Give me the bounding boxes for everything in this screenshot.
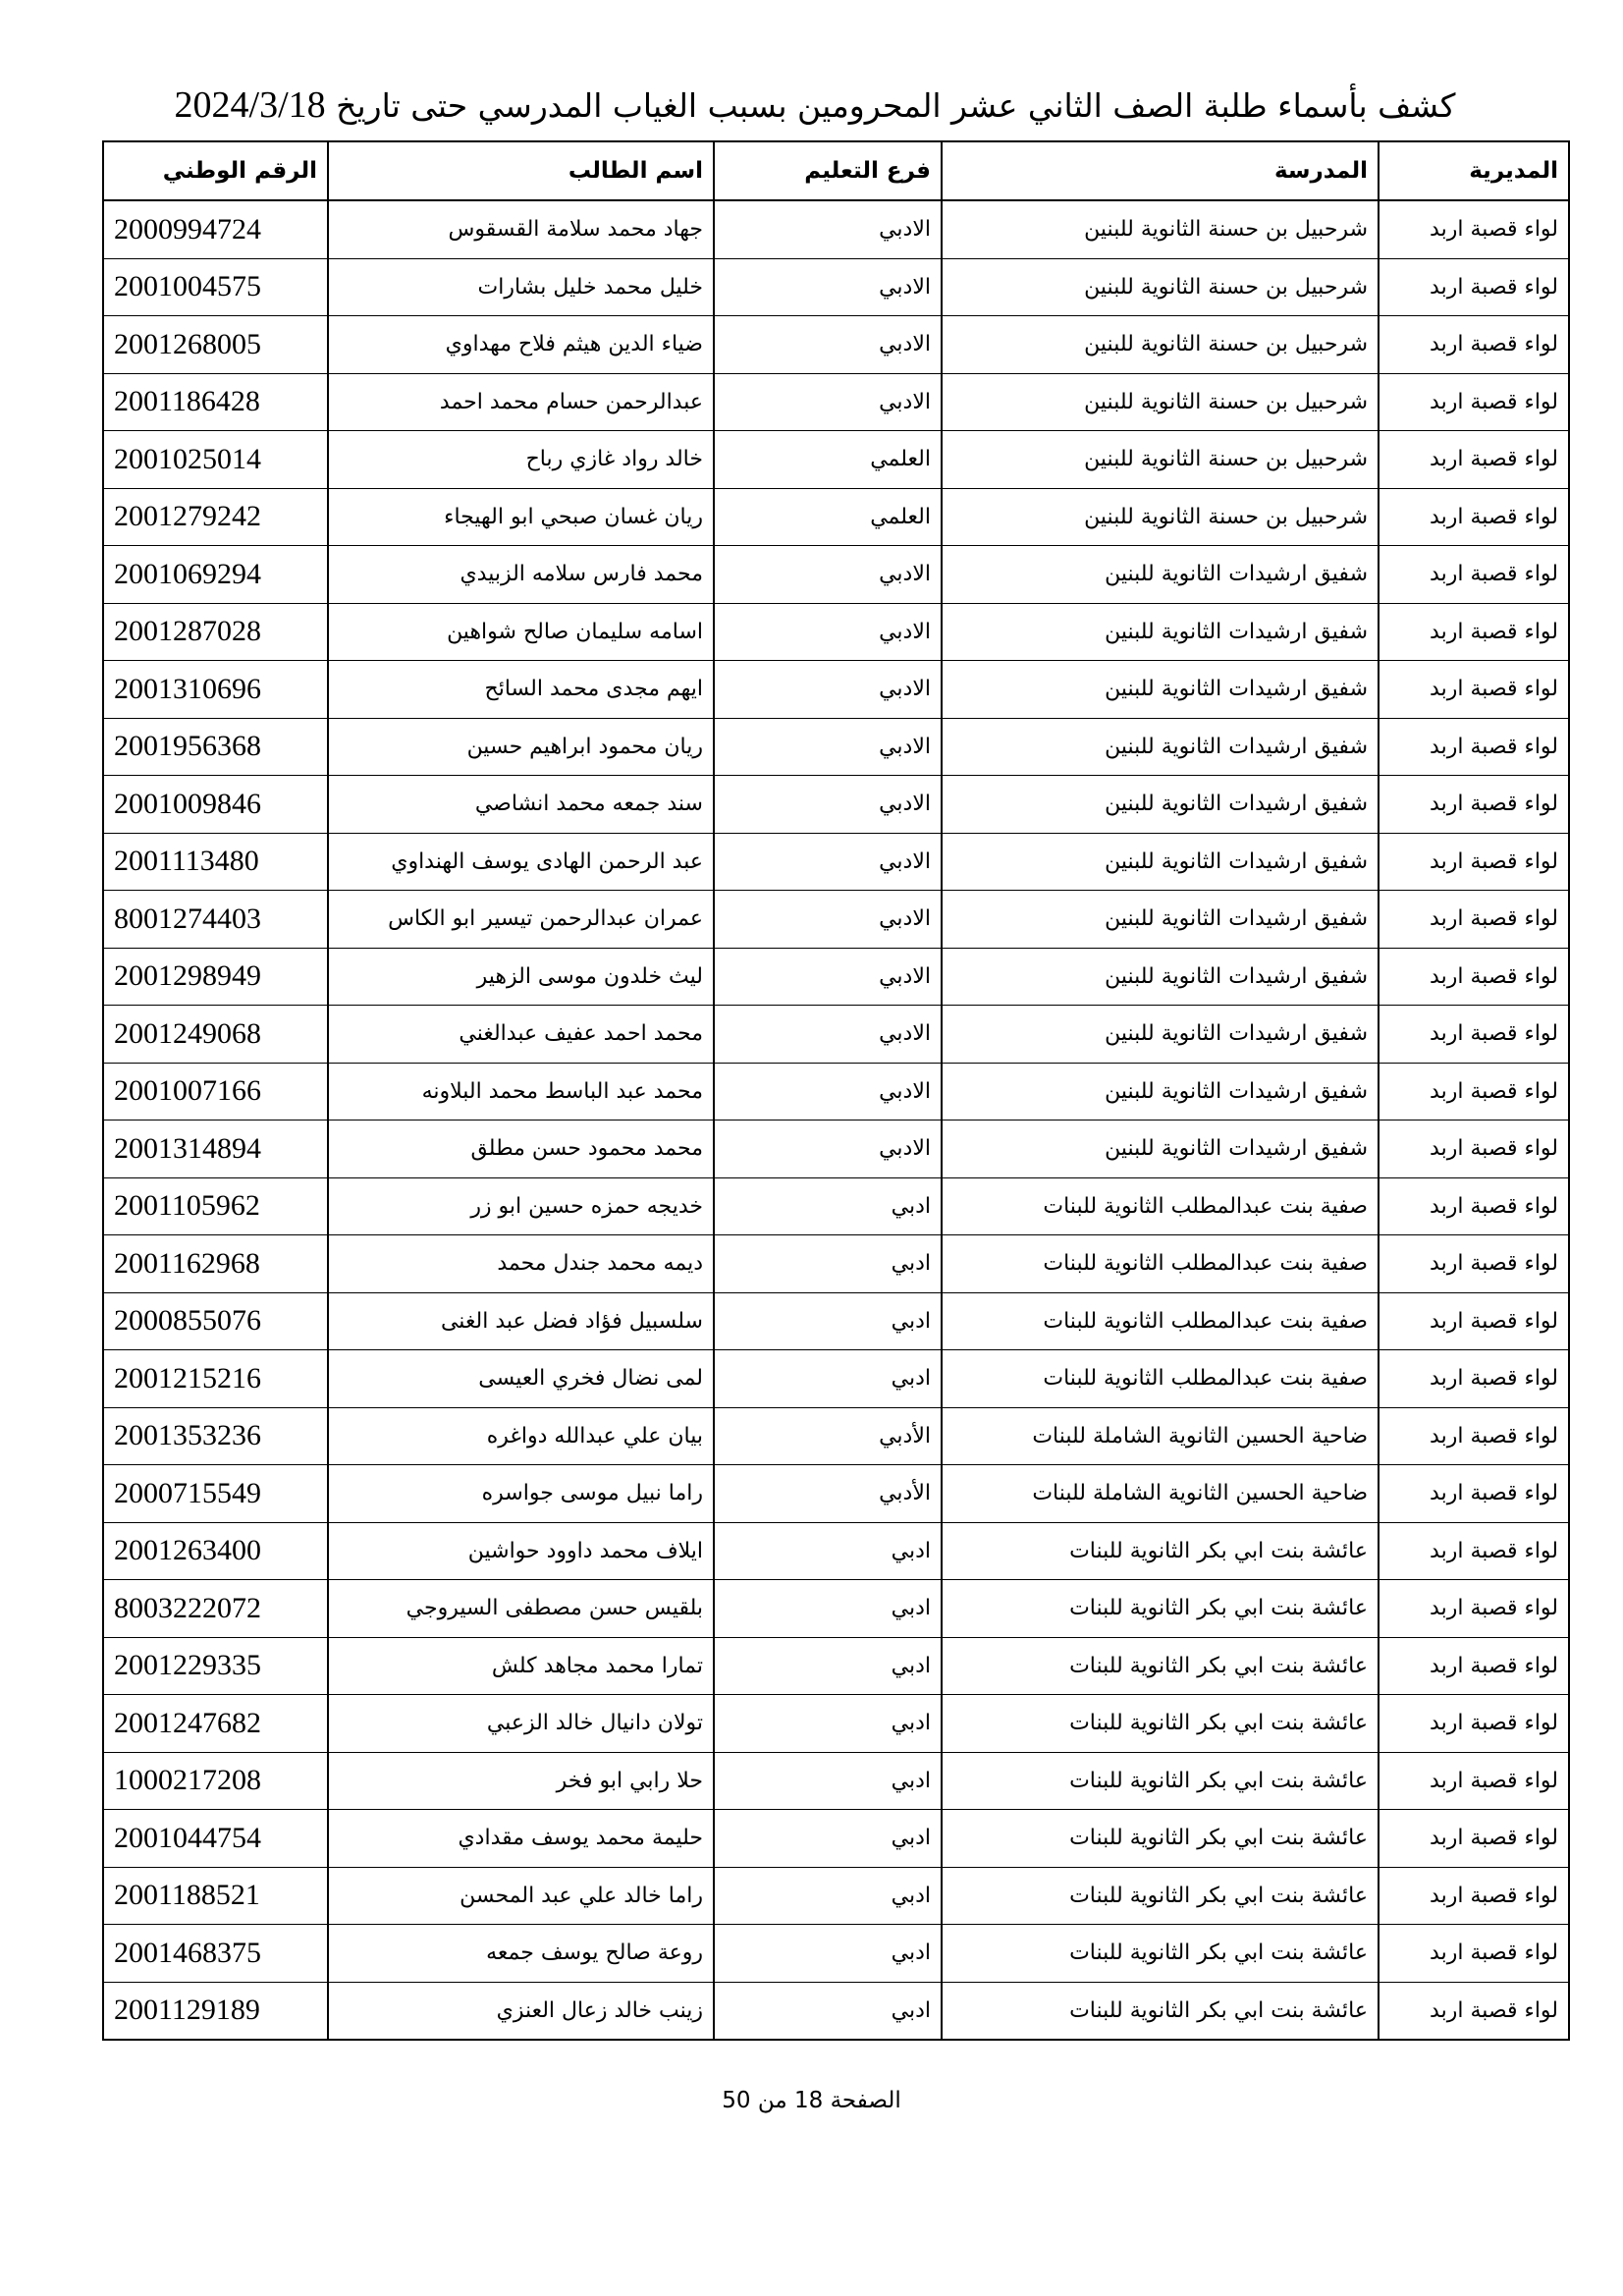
cell-directorate: لواء قصبة اربد bbox=[1379, 1235, 1569, 1293]
cell-student-name: حلا رابي ابو فخر bbox=[328, 1752, 714, 1810]
cell-national-id: 2001956368 bbox=[103, 718, 328, 776]
cell-branch: الادبي bbox=[714, 948, 942, 1006]
cell-school: شفيق ارشيدات الثانوية للبنين bbox=[942, 891, 1379, 949]
cell-school: شفيق ارشيدات الثانوية للبنين bbox=[942, 603, 1379, 661]
cell-school: شرحبيل بن حسنة الثانوية للبنين bbox=[942, 258, 1379, 316]
cell-national-id: 2001279242 bbox=[103, 488, 328, 546]
cell-national-id: 2001044754 bbox=[103, 1810, 328, 1868]
cell-national-id: 2001310696 bbox=[103, 661, 328, 719]
cell-school: شرحبيل بن حسنة الثانوية للبنين bbox=[942, 200, 1379, 258]
cell-student-name: سلسبيل فؤاد فضل عبد الغنى bbox=[328, 1292, 714, 1350]
cell-directorate: لواء قصبة اربد bbox=[1379, 776, 1569, 834]
cell-branch: العلمي bbox=[714, 431, 942, 489]
cell-directorate: لواء قصبة اربد bbox=[1379, 1580, 1569, 1638]
table-row bbox=[103, 1867, 1569, 1925]
cell-school: عائشة بنت ابي بكر الثانوية للبنات bbox=[942, 1637, 1379, 1695]
table-row bbox=[103, 200, 1569, 258]
table-row bbox=[103, 1121, 1569, 1178]
cell-directorate: لواء قصبة اربد bbox=[1379, 1407, 1569, 1465]
cell-national-id: 8001274403 bbox=[103, 891, 328, 949]
cell-directorate: لواء قصبة اربد bbox=[1379, 603, 1569, 661]
cell-branch: الأدبي bbox=[714, 1407, 942, 1465]
table-row bbox=[103, 661, 1569, 719]
column-header-national-id: الرقم الوطني bbox=[103, 141, 328, 200]
cell-school: عائشة بنت ابي بكر الثانوية للبنات bbox=[942, 1867, 1379, 1925]
cell-branch: الادبي bbox=[714, 776, 942, 834]
cell-student-name: ريان محمود ابراهيم حسين bbox=[328, 718, 714, 776]
cell-directorate: لواء قصبة اربد bbox=[1379, 1177, 1569, 1235]
cell-branch: الادبي bbox=[714, 200, 942, 258]
table-row bbox=[103, 1407, 1569, 1465]
cell-student-name: تمارا محمد مجاهد كلش bbox=[328, 1637, 714, 1695]
cell-student-name: بيان علي عبدالله دواغره bbox=[328, 1407, 714, 1465]
cell-branch: الادبي bbox=[714, 1063, 942, 1121]
students-table bbox=[102, 140, 1570, 2041]
cell-branch: الادبي bbox=[714, 661, 942, 719]
cell-directorate: لواء قصبة اربد bbox=[1379, 891, 1569, 949]
cell-school: عائشة بنت ابي بكر الثانوية للبنات bbox=[942, 1752, 1379, 1810]
table-header-row bbox=[103, 141, 1569, 200]
cell-school: شفيق ارشيدات الثانوية للبنين bbox=[942, 661, 1379, 719]
cell-directorate: لواء قصبة اربد bbox=[1379, 1752, 1569, 1810]
cell-branch: ادبي bbox=[714, 1982, 942, 2040]
cell-school: شفيق ارشيدات الثانوية للبنين bbox=[942, 546, 1379, 604]
table-row bbox=[103, 373, 1569, 431]
cell-branch: ادبي bbox=[714, 1867, 942, 1925]
cell-student-name: خديجه حمزه حسين ابو زر bbox=[328, 1177, 714, 1235]
cell-national-id: 2001025014 bbox=[103, 431, 328, 489]
table-row bbox=[103, 488, 1569, 546]
cell-school: صفية بنت عبدالمطلب الثانوية للبنات bbox=[942, 1292, 1379, 1350]
cell-national-id: 2000715549 bbox=[103, 1465, 328, 1523]
cell-student-name: ضياء الدين هيثم فلاح مهداوي bbox=[328, 316, 714, 374]
cell-national-id: 2001229335 bbox=[103, 1637, 328, 1695]
cell-directorate: لواء قصبة اربد bbox=[1379, 718, 1569, 776]
cell-directorate: لواء قصبة اربد bbox=[1379, 1350, 1569, 1408]
cell-school: عائشة بنت ابي بكر الثانوية للبنات bbox=[942, 1810, 1379, 1868]
cell-student-name: حليمة محمد يوسف مقدادي bbox=[328, 1810, 714, 1868]
cell-student-name: روعة صالح يوسف جمعه bbox=[328, 1925, 714, 1983]
cell-national-id: 2001129189 bbox=[103, 1982, 328, 2040]
cell-school: صفية بنت عبدالمطلب الثانوية للبنات bbox=[942, 1177, 1379, 1235]
cell-directorate: لواء قصبة اربد bbox=[1379, 488, 1569, 546]
table-row bbox=[103, 603, 1569, 661]
cell-student-name: عبدالرحمن حسام محمد احمد bbox=[328, 373, 714, 431]
cell-branch: ادبي bbox=[714, 1522, 942, 1580]
cell-school: شفيق ارشيدات الثانوية للبنين bbox=[942, 1121, 1379, 1178]
cell-directorate: لواء قصبة اربد bbox=[1379, 373, 1569, 431]
cell-national-id: 2000855076 bbox=[103, 1292, 328, 1350]
cell-student-name: محمد عبد الباسط محمد البلاونه bbox=[328, 1063, 714, 1121]
cell-branch: ادبي bbox=[714, 1810, 942, 1868]
cell-student-name: ريان غسان صبحي ابو الهيجاء bbox=[328, 488, 714, 546]
cell-student-name: محمد احمد عفيف عبدالغني bbox=[328, 1006, 714, 1064]
cell-national-id: 2001247682 bbox=[103, 1695, 328, 1753]
cell-school: عائشة بنت ابي بكر الثانوية للبنات bbox=[942, 1925, 1379, 1983]
cell-directorate: لواء قصبة اربد bbox=[1379, 200, 1569, 258]
table-row bbox=[103, 1637, 1569, 1695]
cell-national-id: 2001007166 bbox=[103, 1063, 328, 1121]
cell-branch: ادبي bbox=[714, 1925, 942, 1983]
cell-branch: الادبي bbox=[714, 258, 942, 316]
cell-student-name: راما خالد علي عبد المحسن bbox=[328, 1867, 714, 1925]
page-title bbox=[88, 81, 1542, 130]
cell-student-name: بلقيس حسن مصطفى السيروجي bbox=[328, 1580, 714, 1638]
cell-school: عائشة بنت ابي بكر الثانوية للبنات bbox=[942, 1982, 1379, 2040]
cell-branch: ادبي bbox=[714, 1177, 942, 1235]
table-row bbox=[103, 1752, 1569, 1810]
cell-school: شفيق ارشيدات الثانوية للبنين bbox=[942, 948, 1379, 1006]
cell-student-name: تولان دانيال خالد الزعبي bbox=[328, 1695, 714, 1753]
table-row bbox=[103, 1925, 1569, 1983]
table-row bbox=[103, 1177, 1569, 1235]
table-row bbox=[103, 1292, 1569, 1350]
cell-branch: الادبي bbox=[714, 1121, 942, 1178]
cell-school: عائشة بنت ابي بكر الثانوية للبنات bbox=[942, 1522, 1379, 1580]
cell-student-name: عمران عبدالرحمن تيسير ابو الكاس bbox=[328, 891, 714, 949]
cell-national-id: 2001268005 bbox=[103, 316, 328, 374]
cell-national-id: 2001249068 bbox=[103, 1006, 328, 1064]
table-row bbox=[103, 258, 1569, 316]
cell-national-id: 2001186428 bbox=[103, 373, 328, 431]
cell-school: صفية بنت عبدالمطلب الثانوية للبنات bbox=[942, 1235, 1379, 1293]
cell-national-id: 2001162968 bbox=[103, 1235, 328, 1293]
cell-national-id: 2001105962 bbox=[103, 1177, 328, 1235]
cell-branch: ادبي bbox=[714, 1752, 942, 1810]
cell-branch: ادبي bbox=[714, 1637, 942, 1695]
cell-branch: ادبي bbox=[714, 1292, 942, 1350]
cell-student-name: ديمه محمد جندل محمد bbox=[328, 1235, 714, 1293]
table-row bbox=[103, 1006, 1569, 1064]
cell-directorate: لواء قصبة اربد bbox=[1379, 316, 1569, 374]
cell-directorate: لواء قصبة اربد bbox=[1379, 1867, 1569, 1925]
cell-directorate: لواء قصبة اربد bbox=[1379, 948, 1569, 1006]
cell-national-id: 2001468375 bbox=[103, 1925, 328, 1983]
cell-branch: ادبي bbox=[714, 1235, 942, 1293]
column-header-student-name: اسم الطالب bbox=[328, 141, 714, 200]
cell-directorate: لواء قصبة اربد bbox=[1379, 1121, 1569, 1178]
column-header-school: المدرسة bbox=[942, 141, 1379, 200]
cell-branch: العلمي bbox=[714, 488, 942, 546]
cell-student-name: ايلاف محمد داوود حواشين bbox=[328, 1522, 714, 1580]
table-row bbox=[103, 891, 1569, 949]
cell-school: شفيق ارشيدات الثانوية للبنين bbox=[942, 1063, 1379, 1121]
cell-directorate: لواء قصبة اربد bbox=[1379, 546, 1569, 604]
cell-student-name: عبد الرحمن الهادى يوسف الهنداوي bbox=[328, 833, 714, 891]
cell-branch: الادبي bbox=[714, 546, 942, 604]
cell-national-id: 2001188521 bbox=[103, 1867, 328, 1925]
cell-school: شرحبيل بن حسنة الثانوية للبنين bbox=[942, 373, 1379, 431]
cell-branch: ادبي bbox=[714, 1350, 942, 1408]
cell-national-id: 2001353236 bbox=[103, 1407, 328, 1465]
cell-school: شرحبيل بن حسنة الثانوية للبنين bbox=[942, 488, 1379, 546]
cell-student-name: خليل محمد خليل بشارات bbox=[328, 258, 714, 316]
table-row bbox=[103, 833, 1569, 891]
page-number: الصفحة 18 من 50 bbox=[722, 2088, 901, 2113]
cell-student-name: زينب خالد زعال العنزي bbox=[328, 1982, 714, 2040]
cell-national-id: 1000217208 bbox=[103, 1752, 328, 1810]
cell-school: صفية بنت عبدالمطلب الثانوية للبنات bbox=[942, 1350, 1379, 1408]
cell-branch: الادبي bbox=[714, 316, 942, 374]
cell-national-id: 2001069294 bbox=[103, 546, 328, 604]
table-row bbox=[103, 1580, 1569, 1638]
column-header-branch: فرع التعليم bbox=[714, 141, 942, 200]
cell-directorate: لواء قصبة اربد bbox=[1379, 1465, 1569, 1523]
cell-directorate: لواء قصبة اربد bbox=[1379, 1637, 1569, 1695]
title-date: 2024/3/18 bbox=[174, 84, 326, 126]
table-row bbox=[103, 316, 1569, 374]
cell-school: شرحبيل بن حسنة الثانوية للبنين bbox=[942, 316, 1379, 374]
cell-school: شفيق ارشيدات الثانوية للبنين bbox=[942, 718, 1379, 776]
table-row bbox=[103, 546, 1569, 604]
cell-directorate: لواء قصبة اربد bbox=[1379, 1063, 1569, 1121]
cell-branch: الادبي bbox=[714, 833, 942, 891]
table-row bbox=[103, 948, 1569, 1006]
cell-national-id: 2000994724 bbox=[103, 200, 328, 258]
cell-school: عائشة بنت ابي بكر الثانوية للبنات bbox=[942, 1580, 1379, 1638]
cell-national-id: 2001314894 bbox=[103, 1121, 328, 1178]
cell-branch: الادبي bbox=[714, 718, 942, 776]
cell-directorate: لواء قصبة اربد bbox=[1379, 661, 1569, 719]
cell-student-name: محمد محمود حسن مطلق bbox=[328, 1121, 714, 1178]
table-row bbox=[103, 1235, 1569, 1293]
cell-national-id: 2001298949 bbox=[103, 948, 328, 1006]
cell-school: شفيق ارشيدات الثانوية للبنين bbox=[942, 833, 1379, 891]
cell-student-name: راما نبيل موسى جواسره bbox=[328, 1465, 714, 1523]
cell-directorate: لواء قصبة اربد bbox=[1379, 1292, 1569, 1350]
cell-directorate: لواء قصبة اربد bbox=[1379, 258, 1569, 316]
cell-student-name: محمد فارس سلامه الزبيدي bbox=[328, 546, 714, 604]
cell-branch: ادبي bbox=[714, 1695, 942, 1753]
table-row bbox=[103, 431, 1569, 489]
cell-directorate: لواء قصبة اربد bbox=[1379, 431, 1569, 489]
column-header-directorate: المديرية bbox=[1379, 141, 1569, 200]
cell-directorate: لواء قصبة اربد bbox=[1379, 1522, 1569, 1580]
cell-directorate: لواء قصبة اربد bbox=[1379, 1982, 1569, 2040]
table-row bbox=[103, 1522, 1569, 1580]
cell-national-id: 2001263400 bbox=[103, 1522, 328, 1580]
cell-national-id: 2001287028 bbox=[103, 603, 328, 661]
table-row bbox=[103, 1810, 1569, 1868]
cell-branch: الادبي bbox=[714, 603, 942, 661]
cell-school: شفيق ارشيدات الثانوية للبنين bbox=[942, 1006, 1379, 1064]
cell-directorate: لواء قصبة اربد bbox=[1379, 1695, 1569, 1753]
cell-school: شفيق ارشيدات الثانوية للبنين bbox=[942, 776, 1379, 834]
cell-directorate: لواء قصبة اربد bbox=[1379, 1810, 1569, 1868]
cell-national-id: 2001009846 bbox=[103, 776, 328, 834]
cell-national-id: 2001004575 bbox=[103, 258, 328, 316]
table-row bbox=[103, 1465, 1569, 1523]
table-row bbox=[103, 776, 1569, 834]
table-row bbox=[103, 1350, 1569, 1408]
cell-branch: الادبي bbox=[714, 891, 942, 949]
cell-branch: الادبي bbox=[714, 373, 942, 431]
cell-branch: ادبي bbox=[714, 1580, 942, 1638]
table-row bbox=[103, 1063, 1569, 1121]
title-text: كشف بأسماء طلبة الصف الثاني عشر المحرومين بسبب الغياب المدرسي حتى تاريخ bbox=[336, 86, 1456, 125]
cell-student-name: سند جمعه محمد انشاصي bbox=[328, 776, 714, 834]
table-row bbox=[103, 1982, 1569, 2040]
cell-student-name: ليث خلدون موسى الزهير bbox=[328, 948, 714, 1006]
cell-branch: الأدبي bbox=[714, 1465, 942, 1523]
cell-national-id: 8003222072 bbox=[103, 1580, 328, 1638]
cell-national-id: 2001113480 bbox=[103, 833, 328, 891]
cell-student-name: خالد رواد غازي رباح bbox=[328, 431, 714, 489]
cell-school: شرحبيل بن حسنة الثانوية للبنين bbox=[942, 431, 1379, 489]
cell-student-name: لمى نضال فخري العيسى bbox=[328, 1350, 714, 1408]
cell-student-name: اسامه سليمان صالح شواهين bbox=[328, 603, 714, 661]
cell-national-id: 2001215216 bbox=[103, 1350, 328, 1408]
cell-student-name: جهاد محمد سلامة القسقوس bbox=[328, 200, 714, 258]
cell-branch: الادبي bbox=[714, 1006, 942, 1064]
cell-school: ضاحية الحسين الثانوية الشاملة للبنات bbox=[942, 1407, 1379, 1465]
table-row bbox=[103, 1695, 1569, 1753]
cell-school: عائشة بنت ابي بكر الثانوية للبنات bbox=[942, 1695, 1379, 1753]
table-row bbox=[103, 718, 1569, 776]
cell-directorate: لواء قصبة اربد bbox=[1379, 1006, 1569, 1064]
cell-student-name: ايهم مجدى محمد السائح bbox=[328, 661, 714, 719]
cell-directorate: لواء قصبة اربد bbox=[1379, 1925, 1569, 1983]
cell-school: ضاحية الحسين الثانوية الشاملة للبنات bbox=[942, 1465, 1379, 1523]
cell-directorate: لواء قصبة اربد bbox=[1379, 833, 1569, 891]
